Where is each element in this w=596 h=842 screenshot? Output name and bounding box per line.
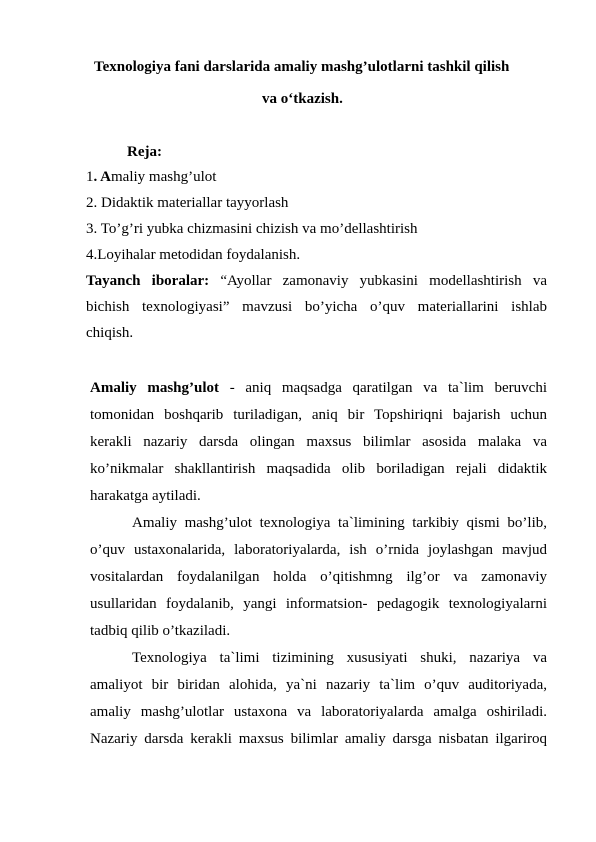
plan-item-1: 1. Amaliy mashg’ulot	[86, 169, 217, 185]
paragraph-1-line-5: harakatga aytiladi.	[90, 488, 201, 504]
title-line-2: va o‘tkazish.	[262, 91, 343, 107]
paragraph-2-line-5: tadbiq qilib o’tkaziladi.	[90, 623, 231, 639]
paragraph-1-line-1: Amaliy mashg’ulot - aniq maqsadga qaratilgan va ta`lim beruvchi	[90, 380, 547, 396]
title-line-1: Texnologiya fani darslarida amaliy mashg’ulotlarni tashkil qilish	[94, 59, 510, 75]
paragraph-1-line-4: ko’nikmalar shakllantirish maqsadida olib boriladigan rejali didaktik	[90, 461, 547, 477]
paragraph-3-line-2: amaliyot bir biridan alohida, ya`ni nazariy ta`lim o’quv auditoriyada,	[90, 677, 547, 693]
paragraph-2-line-4: usullaridan foydalanib, yangi informatsion- pedagogik texnologiyalarni	[90, 596, 547, 612]
paragraph-3-line-4: Nazariy darsda kerakli maxsus bilimlar amaliy darsga nisbatan ilgariroq	[90, 731, 547, 747]
plan-heading: Reja:	[127, 144, 162, 160]
paragraph-2-line-1: Amaliy mashg’ulot texnologiya ta`limining tarkibiy qismi bo’lib,	[132, 515, 547, 531]
plan-item-2: 2. Didaktik materiallar tayyorlash	[86, 195, 289, 211]
paragraph-2-line-3: vositalardan foydalanilgan holda o’qitishmng ilg’or va zamonaviy	[90, 569, 547, 585]
key-phrases-line-1: Tayanch iboralar: “Ayollar zamonaviy yubkasini modellashtirish va	[86, 273, 547, 289]
paragraph-1-line-2: tomonidan boshqarib turiladigan, aniq bir Topshiriqni bajarish uchun	[90, 407, 547, 423]
key-phrases-line-2: bichish texnologiyasi” mavzusi bo’yicha o’quv materiallarini ishlab	[86, 299, 547, 315]
key-phrases-line-3: chiqish.	[86, 325, 134, 341]
paragraph-2-line-2: o’quv ustaxonalarida, laboratoriyalarda, ish o’rnida joylashgan mavjud	[90, 542, 547, 558]
paragraph-1-line-3: kerakli nazariy darsda olingan maxsus bilimlar asosida malaka va	[90, 434, 547, 450]
paragraph-3-line-1: Texnologiya ta`limi tizimining xususiyati shuki, nazariya va	[132, 650, 547, 666]
plan-item-3: 3. To’g’ri yubka chizmasini chizish va mo’dellashtirish	[86, 221, 418, 237]
paragraph-3-line-3: amaliy mashg’ulotlar ustaxona va laboratoriyalarda amalga oshiriladi.	[90, 704, 547, 720]
plan-item-4: 4.Loyihalar metodidan foydalanish.	[86, 247, 301, 263]
